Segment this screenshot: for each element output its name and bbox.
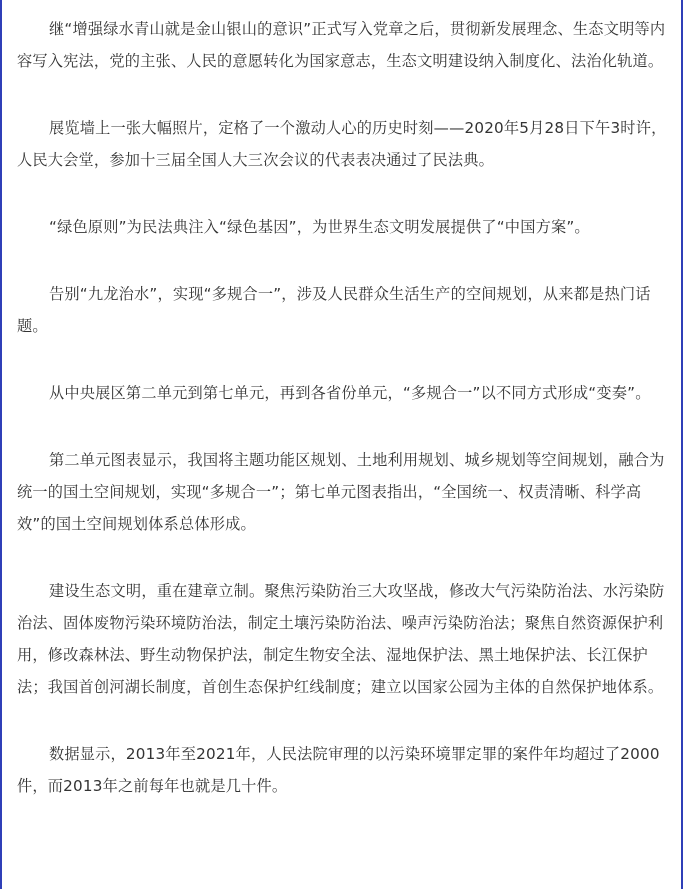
paragraph-8: 数据显示，2013年至2021年，人民法院审理的以污染环境罪定罪的案件年均超过了2000件，而2013年之前每年也就是几十件。	[17, 745, 660, 795]
paragraph-4: 告别“九龙治水”，实现“多规合一”，涉及人民群众生活生产的空间规划，从来都是热门话题。	[17, 285, 651, 335]
paragraph-1: 继“增强绿水青山就是金山银山的意识”正式写入党章之后，贯彻新发展理念、生态文明等内容写入宪法，党的主张、人民的意愿转化为国家意志，生态文明建设纳入制度化、法治化轨道。	[17, 20, 666, 70]
paragraph-6: 第二单元图表显示，我国将主题功能区规划、土地利用规划、城乡规划等空间规划，融合为统一的国土空间规划，实现“多规合一”；第七单元图表指出，“全国统一、权责清晰、科学高效”的国土空间规划体系总体形成。	[17, 451, 665, 533]
article-body	[17, 13, 667, 837]
paragraph-5: 从中央展区第二单元到第七单元，再到各省份单元，“多规合一”以不同方式形成“变奏”。	[49, 384, 651, 402]
paragraph-7: 建设生态文明，重在建章立制。聚焦污染防治三大攻坚战，修改大气污染防治法、水污染防治法、固体废物污染环境防治法，制定土壤污染防治法、噪声污染防治法；聚焦自然资源保护利用，修改森林法、野生动物保护法，制定生物安全法、湿地保护法、黑土地保护法、长江保护法；我国首创河湖长制度，首创生态保护红线制度；建立以国家公园为主体的自然保护地体系。	[17, 582, 665, 696]
paragraph-2: 展览墙上一张大幅照片，定格了一个激动人心的历史时刻——2020年5月28日下午3时许，人民大会堂，参加十三届全国人大三次会议的代表表决通过了民法典。	[17, 119, 667, 169]
paragraph-3: “绿色原则”为民法典注入“绿色基因”，为世界生态文明发展提供了“中国方案”。	[49, 218, 590, 236]
